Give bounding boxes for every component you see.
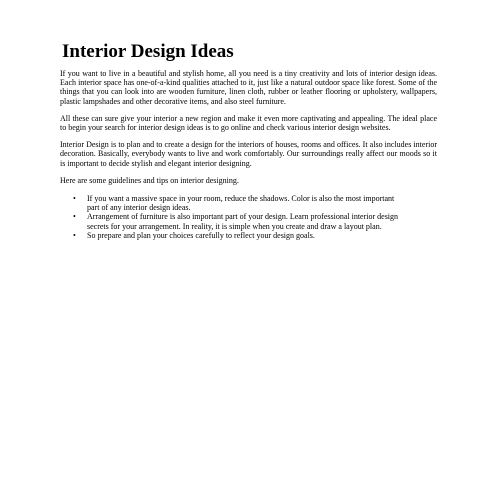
bullet-icon: • [73,194,76,204]
list-item [60,194,399,212]
paragraph-appeal: All these can sure give your interior a new region and make it even more captivating and appealing. The ideal place to begin your search for interior design ideas is to go online and check various interior design websites. [60,113,437,133]
list-item-text: If you want a massive space in your room, reduce the shadows. Color is also the most important part of any interior design ideas. [87,194,395,213]
guidelines-list [60,194,437,240]
document-body [60,69,437,240]
document-title: Interior Design Ideas [62,41,234,62]
paragraph-intro: If you want to live in a beautiful and stylish home, all you need is a tiny creativity and lots of interior design ideas. Each interior space has one-of-a-kind qualities attached to it, just like a natural outdoor space like forest. Some of the things that you can look into are wooden furniture, linen cloth, rubber or leather flooring or upholstery, wallpapers, plastic lampshades and other decorative items, and also steel furniture. [60,69,437,106]
list-item-text: So prepare and plan your choices carefully to reflect your design goals. [87,230,315,240]
list-item [60,212,399,230]
bullet-icon: • [73,212,76,222]
paragraph-guidelines-intro: Here are some guidelines and tips on interior designing. [60,175,239,185]
list-item-text: Arrangement of furniture is also important part of your design. Learn professional interior design secrets for your arrangement. In reality, it is simple when you create and draw a layout plan. [87,212,399,231]
bullet-icon: • [73,230,76,240]
paragraph-definition: Interior Design is to plan and to create a design for the interiors of houses, rooms and offices. It also includes interior decoration. Basically, everybody wants to live and work comfortably. Our surroundings really affect our moods so it is important to decide stylish and elegant interior designing. [60,140,437,168]
list-item [60,231,399,240]
